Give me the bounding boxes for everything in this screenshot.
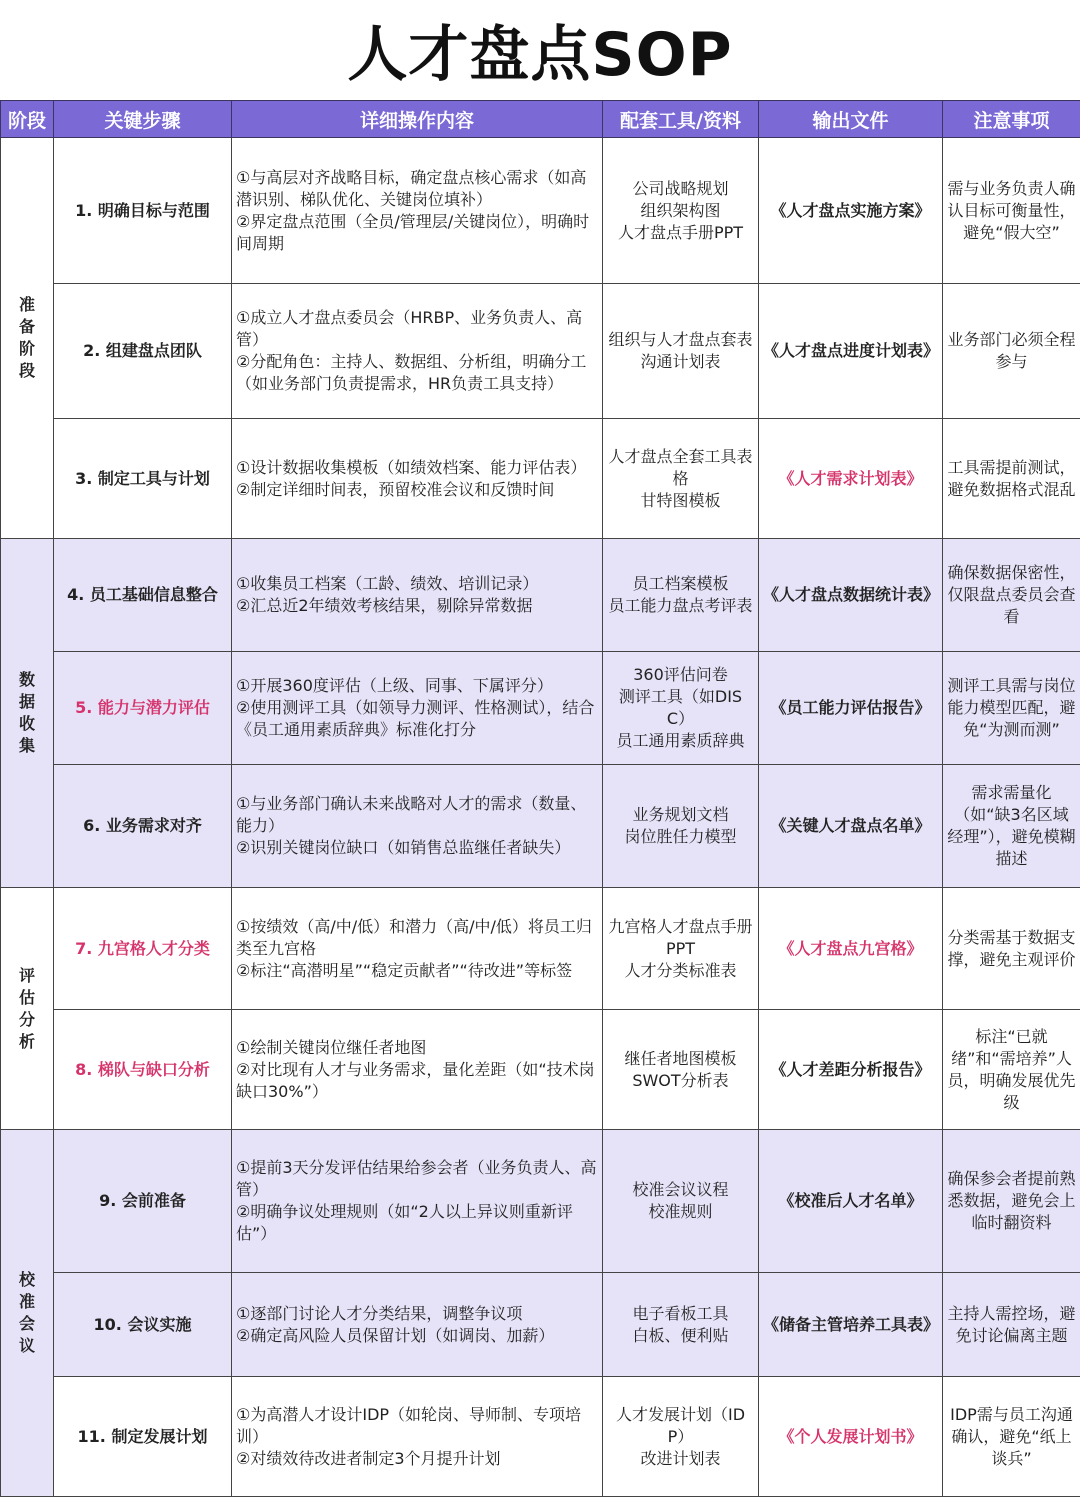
notes-cell: 工具需提前测试，避免数据格式混乱: [943, 419, 1080, 539]
notes-cell: 主持人需控场，避免讨论偏离主题: [943, 1273, 1080, 1377]
table-row: [1, 539, 1080, 652]
detail-cell: ①按绩效（高/中/低）和潜力（高/中/低）将员工归类至九宫格 ②标注“高潜明星”“稳定贡献者”“待改进”等标签: [232, 888, 603, 1010]
table-row: [1, 1273, 1080, 1377]
step-cell: 9. 会前准备: [54, 1130, 232, 1273]
output-cell: 《人才盘点数据统计表》: [759, 539, 943, 652]
tools-cell: 360评估问卷 测评工具（如DISC） 员工通用素质辞典: [603, 652, 759, 765]
detail-cell: ①逐部门讨论人才分类结果，调整争议项 ②确定高风险人员保留计划（如调岗、加薪）: [232, 1273, 603, 1377]
notes-cell: 业务部门必须全程参与: [943, 284, 1080, 419]
output-cell: 《人才盘点九宫格》: [759, 888, 943, 1010]
output-cell: 《储备主管培养工具表》: [759, 1273, 943, 1377]
detail-cell: ①开展360度评估（上级、同事、下属评分） ②使用测评工具（如领导力测评、性格测试），结合《员工通用素质辞典》标准化打分: [232, 652, 603, 765]
stage-cell: [1, 539, 54, 888]
header-stage: 阶段: [1, 101, 54, 138]
notes-cell: 测评工具需与岗位能力模型匹配，避免“为测而测”: [943, 652, 1080, 765]
table-row: [1, 888, 1080, 1010]
detail-cell: ①设计数据收集模板（如绩效档案、能力评估表） ②制定详细时间表，预留校准会议和反馈时间: [232, 419, 603, 539]
output-cell: 《校准后人才名单》: [759, 1130, 943, 1273]
tools-cell: 校准会议议程 校准规则: [603, 1130, 759, 1273]
notes-cell: 需与业务负责人确认目标可衡量性，避免“假大空”: [943, 138, 1080, 284]
stage-cell: [1, 138, 54, 539]
output-cell: 《人才需求计划表》: [759, 419, 943, 539]
tools-cell: 电子看板工具 白板、便利贴: [603, 1273, 759, 1377]
detail-cell: ①为高潜人才设计IDP（如轮岗、导师制、专项培训） ②对绩效待改进者制定3个月提升计划: [232, 1377, 603, 1497]
stage-label: 准备阶段: [17, 294, 37, 382]
table-row: [1, 138, 1080, 284]
tools-cell: 人才发展计划（IDP） 改进计划表: [603, 1377, 759, 1497]
step-cell: 1. 明确目标与范围: [54, 138, 232, 284]
detail-cell: ①提前3天分发评估结果给参会者（业务负责人、高管） ②明确争议处理规则（如“2人以上异议则重新评估”）: [232, 1130, 603, 1273]
tools-cell: 九宫格人才盘点手册PPT 人才分类标准表: [603, 888, 759, 1010]
notes-cell: 确保数据保密性，仅限盘点委员会查看: [943, 539, 1080, 652]
tools-cell: 公司战略规划 组织架构图 人才盘点手册PPT: [603, 138, 759, 284]
table-header-row: [1, 101, 1080, 138]
tools-cell: 人才盘点全套工具表格 甘特图模板: [603, 419, 759, 539]
notes-cell: 分类需基于数据支撑，避免主观评价: [943, 888, 1080, 1010]
step-cell: 8. 梯队与缺口分析: [54, 1010, 232, 1130]
detail-cell: ①与高层对齐战略目标，确定盘点核心需求（如高潜识别、梯队优化、关键岗位填补） ②界定盘点范围（全员/管理层/关键岗位），明确时间周期: [232, 138, 603, 284]
stage-label: 数据收集: [17, 669, 37, 757]
step-cell: 3. 制定工具与计划: [54, 419, 232, 539]
stage-label: 校准会议: [17, 1269, 37, 1357]
tools-cell: 业务规划文档 岗位胜任力模型: [603, 765, 759, 888]
detail-cell: ①收集员工档案（工龄、绩效、培训记录） ②汇总近2年绩效考核结果，剔除异常数据: [232, 539, 603, 652]
detail-cell: ①与业务部门确认未来战略对人才的需求（数量、能力） ②识别关键岗位缺口（如销售总监继任者缺失）: [232, 765, 603, 888]
detail-cell: ①成立人才盘点委员会（HRBP、业务负责人、高管） ②分配角色：主持人、数据组、分析组，明确分工（如业务部门负责提需求，HR负责工具支持）: [232, 284, 603, 419]
step-cell: 11. 制定发展计划: [54, 1377, 232, 1497]
output-cell: 《关键人才盘点名单》: [759, 765, 943, 888]
table-row: [1, 419, 1080, 539]
step-cell: 10. 会议实施: [54, 1273, 232, 1377]
table-row: [1, 1010, 1080, 1130]
notes-cell: 确保参会者提前熟悉数据，避免会上临时翻资料: [943, 1130, 1080, 1273]
detail-cell: ①绘制关键岗位继任者地图 ②对比现有人才与业务需求，量化差距（如“技术岗缺口30%”）: [232, 1010, 603, 1130]
tools-cell: 组织与人才盘点套表 沟通计划表: [603, 284, 759, 419]
output-cell: 《人才盘点实施方案》: [759, 138, 943, 284]
header-notes: 注意事项: [943, 101, 1080, 138]
sop-table: [0, 100, 1080, 1497]
table-row: [1, 284, 1080, 419]
tools-cell: 员工档案模板 员工能力盘点考评表: [603, 539, 759, 652]
stage-cell: [1, 1130, 54, 1497]
header-tools: 配套工具/资料: [603, 101, 759, 138]
output-cell: 《人才差距分析报告》: [759, 1010, 943, 1130]
output-cell: 《人才盘点进度计划表》: [759, 284, 943, 419]
header-step: 关键步骤: [54, 101, 232, 138]
output-cell: 《员工能力评估报告》: [759, 652, 943, 765]
notes-cell: 需求需量化（如“缺3名区域经理”），避免模糊描述: [943, 765, 1080, 888]
table-row: [1, 1130, 1080, 1273]
step-cell: 5. 能力与潜力评估: [54, 652, 232, 765]
notes-cell: IDP需与员工沟通确认，避免“纸上谈兵”: [943, 1377, 1080, 1497]
step-cell: 6. 业务需求对齐: [54, 765, 232, 888]
header-output: 输出文件: [759, 101, 943, 138]
notes-cell: 标注“已就绪”和“需培养”人员，明确发展优先级: [943, 1010, 1080, 1130]
header-detail: 详细操作内容: [232, 101, 603, 138]
page-title: 人才盘点SOP: [0, 0, 1080, 100]
stage-cell: [1, 888, 54, 1130]
output-cell: 《个人发展计划书》: [759, 1377, 943, 1497]
table-row: [1, 1377, 1080, 1497]
table-row: [1, 765, 1080, 888]
tools-cell: 继任者地图模板 SWOT分析表: [603, 1010, 759, 1130]
stage-label: 评估分析: [17, 965, 37, 1053]
table-row: [1, 652, 1080, 765]
step-cell: 7. 九宫格人才分类: [54, 888, 232, 1010]
step-cell: 2. 组建盘点团队: [54, 284, 232, 419]
step-cell: 4. 员工基础信息整合: [54, 539, 232, 652]
